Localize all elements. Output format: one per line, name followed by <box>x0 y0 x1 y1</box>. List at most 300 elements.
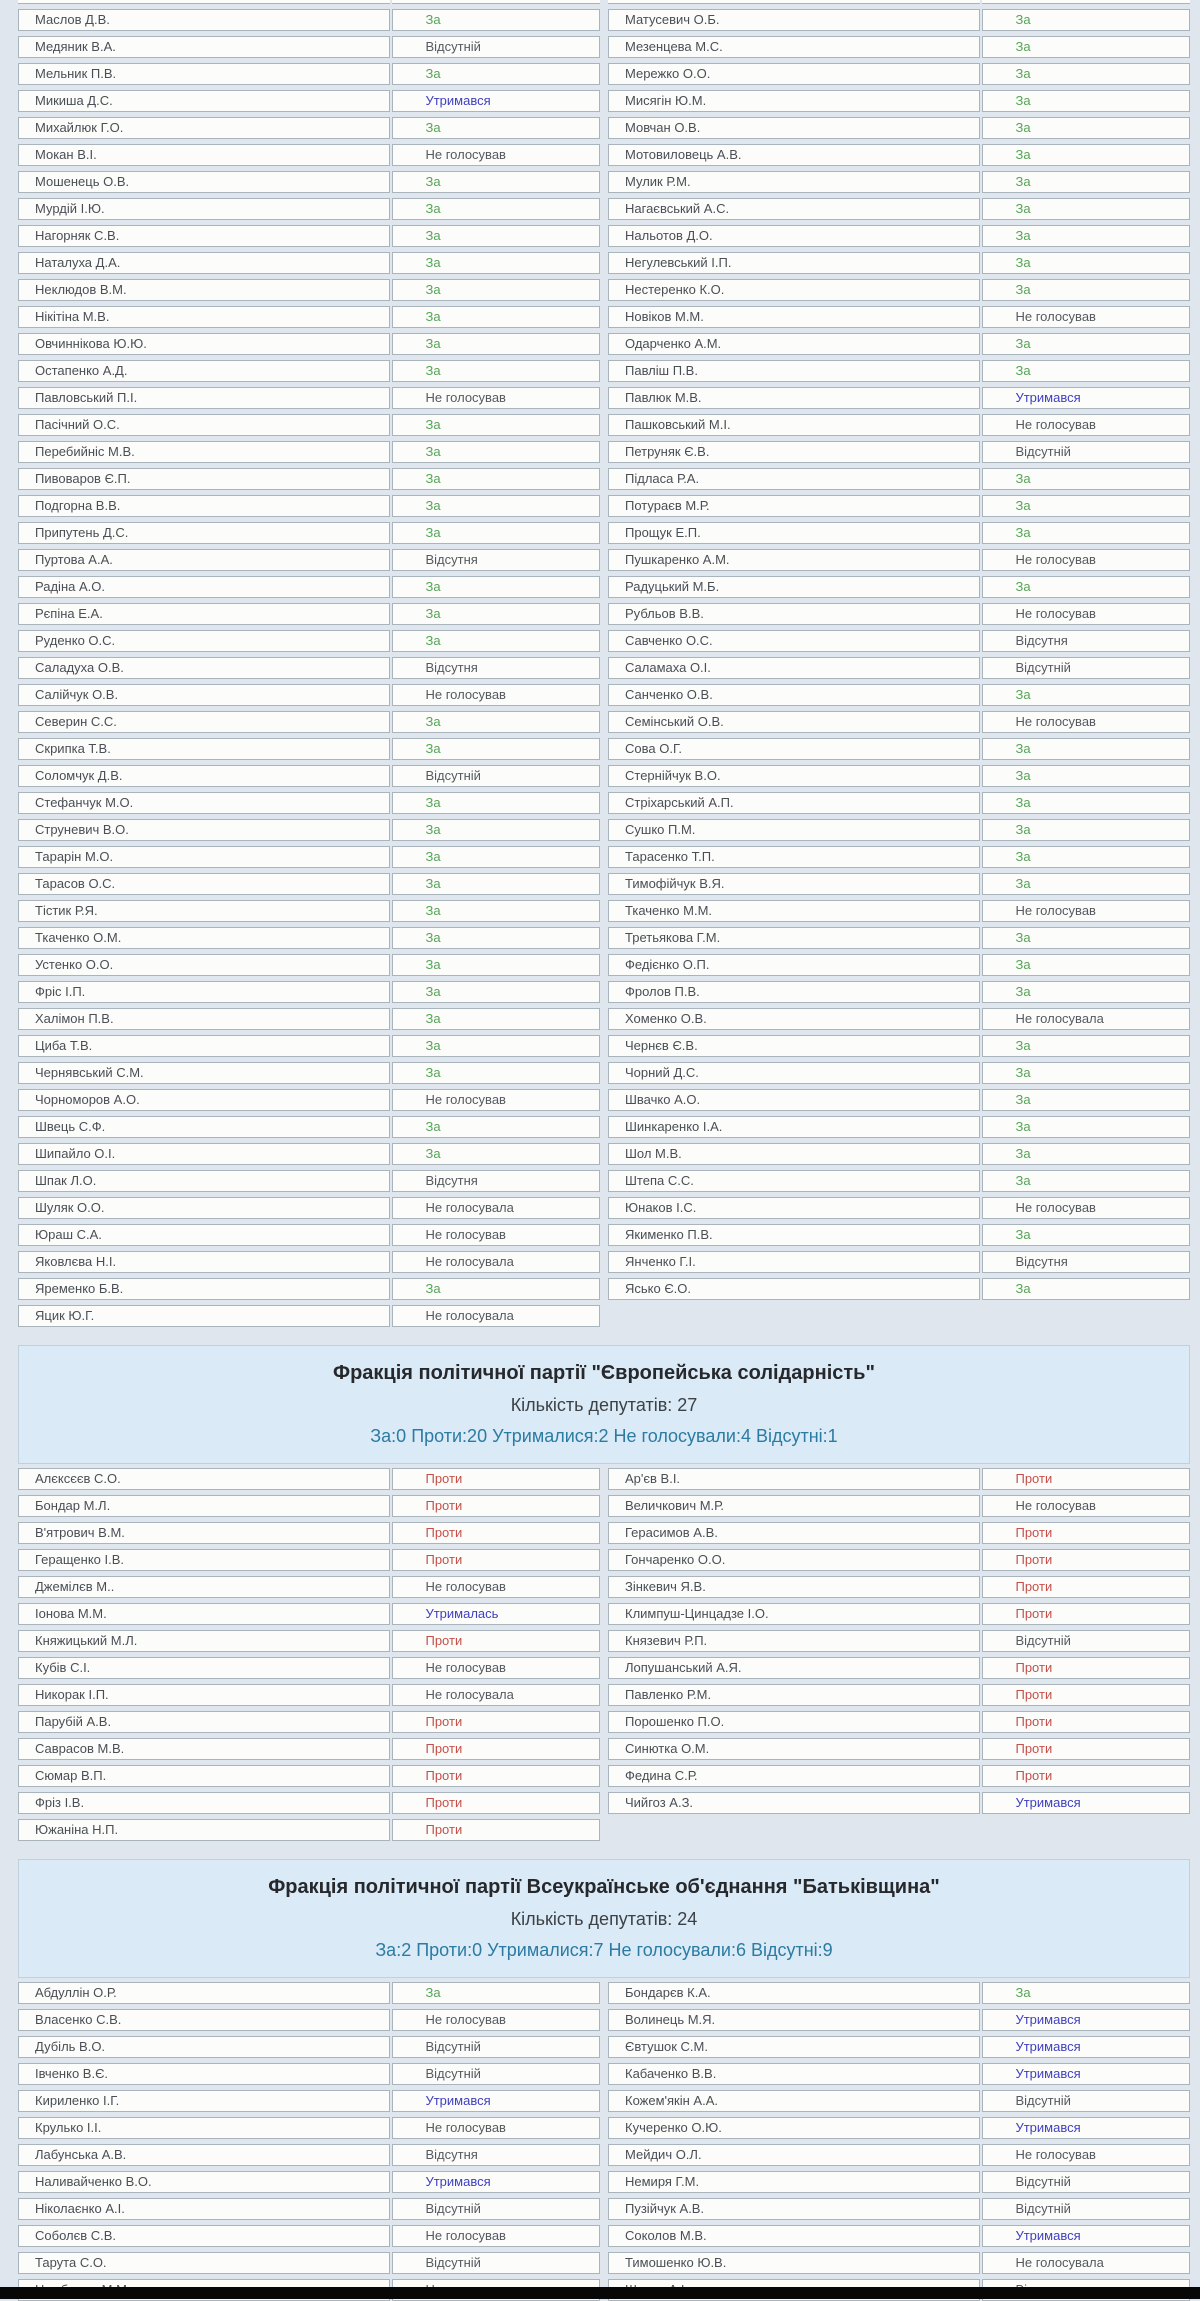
vote-value: За <box>392 1278 600 1300</box>
vote-value: Відсутній <box>982 1630 1190 1652</box>
deputy-name: Тимофійчук В.Я. <box>608 873 980 895</box>
table-row <box>18 2090 600 2112</box>
table-row <box>18 2171 600 2193</box>
table-row <box>18 2117 600 2139</box>
table-row <box>608 819 1190 841</box>
table-row <box>608 1792 1190 1814</box>
vote-value: За <box>982 981 1190 1003</box>
vote-value: За <box>392 360 600 382</box>
table-row <box>18 1035 600 1057</box>
table-row <box>608 90 1190 112</box>
cut-row-fragment <box>18 0 1190 4</box>
vote-value: За <box>982 1143 1190 1165</box>
table-row <box>18 1982 600 2004</box>
deputy-name: Євтушок С.М. <box>608 2036 980 2058</box>
deputy-name: Мельник П.В. <box>18 63 390 85</box>
deputies-vote-table-batkivshchyna <box>18 1982 1190 2301</box>
deputy-name: Мережко О.О. <box>608 63 980 85</box>
deputy-name: Фролов П.В. <box>608 981 980 1003</box>
vote-value: За <box>392 225 600 247</box>
vote-value: За <box>392 1116 600 1138</box>
vote-value: За <box>392 1143 600 1165</box>
vote-value: За <box>392 333 600 355</box>
table-row <box>18 657 600 679</box>
table-row <box>18 792 600 814</box>
deputy-name: Ткаченко О.М. <box>18 927 390 949</box>
vote-value: Проти <box>392 1792 600 1814</box>
table-row <box>18 603 600 625</box>
faction-deputy-count: Кількість депутатів: 27 <box>510 1395 698 1415</box>
faction-header-european-solidarity <box>18 1345 1190 1464</box>
vote-value: За <box>982 522 1190 544</box>
table-row <box>18 1549 600 1571</box>
deputy-name: Мейдич О.Л. <box>608 2144 980 2166</box>
vote-value: За <box>982 36 1190 58</box>
deputy-name: Неклюдов В.М. <box>18 279 390 301</box>
deputy-name: Шпак Л.О. <box>18 1170 390 1192</box>
vote-value: Не голосував <box>392 1657 600 1679</box>
deputy-name: Кабаченко В.В. <box>608 2063 980 2085</box>
table-row <box>608 225 1190 247</box>
deputy-name: Устенко О.О. <box>18 954 390 976</box>
vote-value: За <box>982 495 1190 517</box>
deputy-name: Маслов Д.В. <box>18 9 390 31</box>
table-row <box>18 495 600 517</box>
table-row <box>18 9 600 31</box>
table-row <box>608 1522 1190 1544</box>
table-row <box>18 2144 600 2166</box>
table-row <box>18 2036 600 2058</box>
deputy-name: Лопушанський А.Я. <box>608 1657 980 1679</box>
vote-value: Проти <box>982 1738 1190 1760</box>
deputy-name: Кубів С.І. <box>18 1657 390 1679</box>
deputy-name: Павлюк М.В. <box>608 387 980 409</box>
deputy-name: Федієнко О.П. <box>608 954 980 976</box>
table-row <box>608 2144 1190 2166</box>
table-row <box>608 2036 1190 2058</box>
deputy-name: Гончаренко О.О. <box>608 1549 980 1571</box>
table-row <box>608 873 1190 895</box>
table-row <box>608 1197 1190 1219</box>
vote-value: Проти <box>392 1819 600 1841</box>
table-row <box>608 9 1190 31</box>
table-row <box>608 765 1190 787</box>
table-row <box>18 711 600 733</box>
deputy-name: Княжицький М.Л. <box>18 1630 390 1652</box>
vote-value: За <box>982 792 1190 814</box>
table-row <box>18 1819 600 1841</box>
deputy-name: Нагаєвський А.С. <box>608 198 980 220</box>
deputy-name: Кучеренко О.Ю. <box>608 2117 980 2139</box>
deputy-name: Южаніна Н.П. <box>18 1819 390 1841</box>
table-row <box>608 1495 1190 1517</box>
deputy-name: Пашковський М.І. <box>608 414 980 436</box>
table-row <box>608 1982 1190 2004</box>
vote-value: Утримався <box>982 1792 1190 1814</box>
table-row <box>608 1630 1190 1652</box>
deputy-name: Мовчан О.В. <box>608 117 980 139</box>
vote-value: Проти <box>392 1738 600 1760</box>
deputy-name: Крулько І.І. <box>18 2117 390 2139</box>
deputy-name: Юнаков І.С. <box>608 1197 980 1219</box>
vote-value: За <box>982 1089 1190 1111</box>
deputy-name: Радіна А.О. <box>18 576 390 598</box>
faction-vote-stats: За:0 Проти:20 Утрималися:2 Не голосували:4 Відсутні:1 <box>370 1426 838 1446</box>
deputy-name: Михайлюк Г.О. <box>18 117 390 139</box>
vote-value: За <box>392 414 600 436</box>
vote-value: Не голосував <box>392 144 600 166</box>
table-row <box>18 468 600 490</box>
table-row <box>18 1738 600 1760</box>
vote-value: Відсутній <box>982 441 1190 463</box>
table-row <box>18 846 600 868</box>
vote-value: За <box>392 63 600 85</box>
deputy-name: Остапенко А.Д. <box>18 360 390 382</box>
deputy-name: Прощук Е.П. <box>608 522 980 544</box>
table-row <box>18 1792 600 1814</box>
table-column-right <box>608 1468 1190 1814</box>
table-row <box>18 306 600 328</box>
table-row <box>608 1738 1190 1760</box>
table-row <box>18 765 600 787</box>
deputy-name: Нагорняк С.В. <box>18 225 390 247</box>
vote-value: За <box>392 576 600 598</box>
vote-value: Не голосувала <box>392 1684 600 1706</box>
vote-value: Відсутній <box>392 765 600 787</box>
table-row <box>18 2009 600 2031</box>
table-row <box>18 630 600 652</box>
table-row <box>18 738 600 760</box>
deputy-name: Нестеренко К.О. <box>608 279 980 301</box>
vote-value: Відсутня <box>392 1170 600 1192</box>
vote-value: За <box>982 198 1190 220</box>
deputy-name: Санченко О.В. <box>608 684 980 706</box>
deputy-name: Струневич В.О. <box>18 819 390 841</box>
deputy-name: Абдуллін О.Р. <box>18 1982 390 2004</box>
table-row <box>18 1062 600 1084</box>
vote-value: За <box>982 360 1190 382</box>
vote-value: За <box>392 279 600 301</box>
vote-value: Проти <box>392 1495 600 1517</box>
table-row <box>18 1251 600 1273</box>
vote-value: Проти <box>982 1711 1190 1733</box>
deputy-name: Ткаченко М.М. <box>608 900 980 922</box>
vote-value: За <box>982 1116 1190 1138</box>
vote-value: Проти <box>392 1522 600 1544</box>
deputy-name: Павліш П.В. <box>608 360 980 382</box>
table-row <box>608 1468 1190 1490</box>
faction-deputy-count: Кількість депутатів: 24 <box>510 1909 698 1929</box>
vote-value: Утримався <box>392 2171 600 2193</box>
vote-value: Проти <box>982 1603 1190 1625</box>
table-row <box>608 900 1190 922</box>
deputy-name: Яцик Ю.Г. <box>18 1305 390 1327</box>
table-row <box>608 2252 1190 2274</box>
table-row <box>608 792 1190 814</box>
table-row <box>608 441 1190 463</box>
table-row <box>608 846 1190 868</box>
vote-value: Не голосував <box>982 306 1190 328</box>
table-row <box>608 1549 1190 1571</box>
vote-value: За <box>982 1062 1190 1084</box>
vote-value: За <box>982 954 1190 976</box>
vote-value: Проти <box>982 1765 1190 1787</box>
vote-value: За <box>392 468 600 490</box>
deputy-name: Мурдій І.Ю. <box>18 198 390 220</box>
vote-value: Не голосував <box>982 549 1190 571</box>
deputy-name: Яковлєва Н.І. <box>18 1251 390 1273</box>
table-row <box>18 549 600 571</box>
vote-value: Відсутній <box>982 2171 1190 2193</box>
vote-value: За <box>982 576 1190 598</box>
deputy-name: Тістик Р.Я. <box>18 900 390 922</box>
table-row <box>18 1224 600 1246</box>
vote-value: Не голосував <box>392 387 600 409</box>
faction-title: Фракція політичної партії Всеукраїнське об'єднання "Батьківщина" <box>268 1876 940 1898</box>
deputies-vote-table-first-faction <box>18 9 1190 1327</box>
vote-value: За <box>982 1170 1190 1192</box>
deputy-name: Мулик Р.М. <box>608 171 980 193</box>
table-row <box>18 2252 600 2274</box>
deputy-name: Власенко С.В. <box>18 2009 390 2031</box>
deputy-name: Штепа С.С. <box>608 1170 980 1192</box>
table-row <box>18 90 600 112</box>
table-row <box>18 1630 600 1652</box>
table-row <box>18 36 600 58</box>
deputy-name: Саламаха О.І. <box>608 657 980 679</box>
vote-value: За <box>392 252 600 274</box>
table-row <box>608 198 1190 220</box>
deputy-name: Тарарін М.О. <box>18 846 390 868</box>
vote-value: За <box>392 306 600 328</box>
vote-value: Проти <box>392 1765 600 1787</box>
vote-value: Проти <box>392 1711 600 1733</box>
table-row <box>608 2063 1190 2085</box>
deputy-name: Швачко А.О. <box>608 1089 980 1111</box>
vote-value: Не голосував <box>982 603 1190 625</box>
vote-value: За <box>392 603 600 625</box>
deputy-name: Подгорна В.В. <box>18 495 390 517</box>
vote-value: Не голосував <box>392 2009 600 2031</box>
deputy-name: Климпуш-Цинцадзе І.О. <box>608 1603 980 1625</box>
table-row <box>608 1765 1190 1787</box>
vote-value: Не голосував <box>982 1197 1190 1219</box>
deputy-name: Припутень Д.С. <box>18 522 390 544</box>
deputy-name: Пузійчук А.В. <box>608 2198 980 2220</box>
vote-value: Проти <box>982 1657 1190 1679</box>
vote-value: За <box>392 981 600 1003</box>
faction-vote-stats: За:2 Проти:0 Утрималися:7 Не голосували:6 Відсутні:9 <box>375 1940 833 1960</box>
table-row <box>18 1278 600 1300</box>
table-row <box>18 2225 600 2247</box>
vote-value: За <box>392 441 600 463</box>
vote-value: Утримався <box>982 2117 1190 2139</box>
deputy-name: Шинкаренко І.А. <box>608 1116 980 1138</box>
vote-value: За <box>982 9 1190 31</box>
vote-value: За <box>392 1035 600 1057</box>
deputy-name: Янченко Г.І. <box>608 1251 980 1273</box>
deputy-name: Фріз І.В. <box>18 1792 390 1814</box>
deputy-name: Чорноморов А.О. <box>18 1089 390 1111</box>
vote-value: За <box>982 252 1190 274</box>
table-row <box>608 36 1190 58</box>
table-row <box>608 279 1190 301</box>
vote-value: Відсутня <box>982 630 1190 652</box>
deputy-name: Мисягін Ю.М. <box>608 90 980 112</box>
table-row <box>608 1008 1190 1030</box>
table-column-left <box>18 9 600 1327</box>
table-row <box>18 522 600 544</box>
vote-value: Відсутній <box>982 657 1190 679</box>
table-column-left <box>18 1468 600 1841</box>
vote-value: Не голосував <box>392 684 600 706</box>
vote-value: Відсутній <box>392 2036 600 2058</box>
table-row <box>18 1684 600 1706</box>
deputy-name: Пушкаренко А.М. <box>608 549 980 571</box>
vote-value: За <box>392 1982 600 2004</box>
vote-value: Відсутній <box>392 36 600 58</box>
vote-value: Не голосував <box>392 1224 600 1246</box>
deputy-name: Стефанчук М.О. <box>18 792 390 814</box>
vote-value: За <box>392 738 600 760</box>
deputy-name: Мотовиловець А.В. <box>608 144 980 166</box>
table-row <box>608 1603 1190 1625</box>
vote-value: За <box>392 495 600 517</box>
deputy-name: Стріхарський А.П. <box>608 792 980 814</box>
deputy-name: Одарченко А.М. <box>608 333 980 355</box>
vote-value: За <box>392 630 600 652</box>
table-row <box>18 252 600 274</box>
table-row <box>18 873 600 895</box>
table-row <box>608 981 1190 1003</box>
table-row <box>18 360 600 382</box>
deputy-name: Герасимов А.В. <box>608 1522 980 1544</box>
vote-value: За <box>982 144 1190 166</box>
deputy-name: Саладуха О.В. <box>18 657 390 679</box>
vote-value: За <box>982 819 1190 841</box>
table-row <box>18 2198 600 2220</box>
table-row <box>608 1062 1190 1084</box>
table-row <box>608 360 1190 382</box>
vote-value: За <box>392 927 600 949</box>
deputy-name: Ніколаєнко А.І. <box>18 2198 390 2220</box>
vote-value: За <box>982 279 1190 301</box>
vote-value: Відсутній <box>982 2090 1190 2112</box>
deputy-name: Овчиннікова Ю.Ю. <box>18 333 390 355</box>
deputy-name: Халімон П.В. <box>18 1008 390 1030</box>
table-row <box>608 1170 1190 1192</box>
table-row <box>18 684 600 706</box>
table-row <box>608 387 1190 409</box>
table-row <box>608 927 1190 949</box>
deputy-name: Сушко П.М. <box>608 819 980 841</box>
vote-value: Відсутній <box>392 2252 600 2274</box>
deputy-name: Ясько Є.О. <box>608 1278 980 1300</box>
vote-value: За <box>392 954 600 976</box>
vote-value: Не голосувала <box>392 1251 600 1273</box>
table-row <box>18 441 600 463</box>
table-row <box>18 225 600 247</box>
deputy-name: Кожем'якін А.А. <box>608 2090 980 2112</box>
deputy-name: Медяник В.А. <box>18 36 390 58</box>
deputy-name: Лабунська А.В. <box>18 2144 390 2166</box>
deputy-name: Бондарєв К.А. <box>608 1982 980 2004</box>
vote-value: За <box>392 522 600 544</box>
deputy-name: Мезенцева М.С. <box>608 36 980 58</box>
vote-value: За <box>392 846 600 868</box>
table-row <box>608 495 1190 517</box>
vote-value: За <box>982 684 1190 706</box>
deputy-name: Стернійчук В.О. <box>608 765 980 787</box>
faction-title: Фракція політичної партії "Європейська солідарність" <box>333 1362 875 1384</box>
vote-value: За <box>392 819 600 841</box>
table-row <box>608 1251 1190 1273</box>
vote-value: Проти <box>982 1522 1190 1544</box>
table-row <box>18 1576 600 1598</box>
bottom-edge-bar <box>0 2287 1200 2299</box>
deputy-name: Шипайло О.І. <box>18 1143 390 1165</box>
vote-value: Не голосував <box>982 414 1190 436</box>
vote-value: За <box>982 171 1190 193</box>
table-row <box>18 1089 600 1111</box>
vote-value: За <box>982 117 1190 139</box>
table-row <box>18 279 600 301</box>
deputy-name: Семінський О.В. <box>608 711 980 733</box>
vote-value: Утримався <box>982 387 1190 409</box>
deputy-name: Івченко В.Є. <box>18 2063 390 2085</box>
table-row <box>18 1305 600 1327</box>
vote-value: За <box>392 900 600 922</box>
table-row <box>18 1522 600 1544</box>
table-column-right <box>608 1982 1190 2301</box>
vote-value: Відсутній <box>982 2198 1190 2220</box>
deputy-name: Яременко Б.В. <box>18 1278 390 1300</box>
table-row <box>18 1116 600 1138</box>
vote-value: За <box>392 792 600 814</box>
table-row <box>18 927 600 949</box>
deputy-name: Чорний Д.С. <box>608 1062 980 1084</box>
deputy-name: Рубльов В.В. <box>608 603 980 625</box>
table-row <box>608 1576 1190 1598</box>
deputy-name: Павленко Р.М. <box>608 1684 980 1706</box>
deputy-name: Потураєв М.Р. <box>608 495 980 517</box>
table-row <box>608 1089 1190 1111</box>
vote-value: За <box>392 117 600 139</box>
vote-value: За <box>982 738 1190 760</box>
table-row <box>608 333 1190 355</box>
deputy-name: Циба Т.В. <box>18 1035 390 1057</box>
table-row <box>608 2009 1190 2031</box>
deputy-name: Тимошенко Ю.В. <box>608 2252 980 2274</box>
deputy-name: Федина С.Р. <box>608 1765 980 1787</box>
deputy-name: Нікітіна М.В. <box>18 306 390 328</box>
table-row <box>18 1765 600 1787</box>
vote-value: Не голосував <box>982 900 1190 922</box>
deputy-name: Геращенко І.В. <box>18 1549 390 1571</box>
deputy-name: Негулевський І.П. <box>608 252 980 274</box>
table-row <box>608 117 1190 139</box>
deputy-name: Зінкевич Я.В. <box>608 1576 980 1598</box>
vote-value: За <box>982 927 1190 949</box>
table-row <box>18 1495 600 1517</box>
deputy-name: Перебийніс М.В. <box>18 441 390 463</box>
faction-header-batkivshchyna <box>18 1859 1190 1978</box>
deputy-name: Пасічний О.С. <box>18 414 390 436</box>
table-row <box>608 1711 1190 1733</box>
vote-value: Відсутня <box>392 549 600 571</box>
table-row <box>608 1278 1190 1300</box>
vote-value: Не голосував <box>392 2225 600 2247</box>
